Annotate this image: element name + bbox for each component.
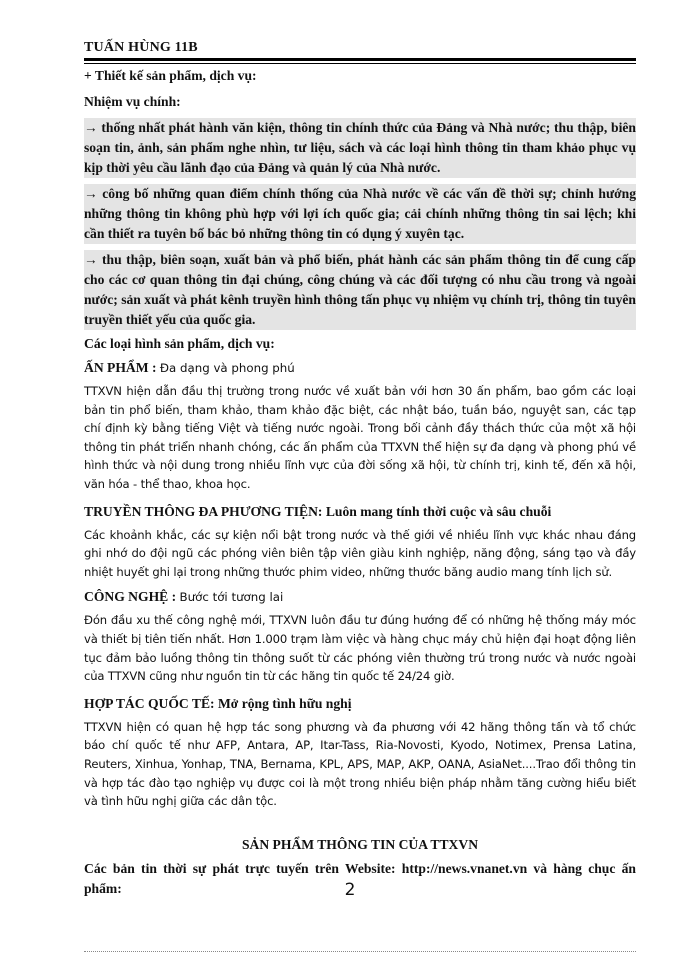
section-title: Bước tới tương lai xyxy=(179,590,284,605)
header-rule-thick xyxy=(84,58,636,61)
section-heading xyxy=(84,587,636,607)
products-title: SẢN PHẨM THÔNG TIN CỦA TTXVN xyxy=(241,836,479,852)
types-heading: Các loại hình sản phẩm, dịch vụ: xyxy=(84,336,275,351)
mission-heading: Nhiệm vụ chính: xyxy=(84,94,181,109)
products-text: Các bản tin thời sự phát trực tuyến trên Website: http://news.vnanet.vn và hàng chục ấn phẩm: xyxy=(84,860,636,896)
footer-dotted-line xyxy=(84,951,636,952)
mission-item: → công bố những quan điểm chính thống của Nhà nước về các vấn đề thời sự; chỉnh hướng những thông tin không phù hợp với lợi ích quốc gia; cải chính những thông tin sai lệch; khi cần thiết ra tuyên bố bác bỏ những thông tin có dụng ý xuyên tạc. xyxy=(84,184,636,244)
section-heading xyxy=(84,694,636,714)
section-body: Các khoảnh khắc, các sự kiện nổi bật trong nước và thế giới về nhiều lĩnh vực khác nhau đáng ghi nhớ do đội ngũ các phóng viên biên tập viên giàu kinh nghiệp, năng động, sáng tạo và đầy nhiệt huyết ghi lại trong những thước phim video, những thước băng audio mang tính lịch sử. xyxy=(84,527,636,579)
section-key: HỢP TÁC QUỐC TẾ: xyxy=(84,695,215,711)
section-title: Đa dạng và phong phú xyxy=(159,361,295,375)
section-body: TTXVN hiện dẫn đầu thị trường trong nước về xuất bản với hơn 30 ấn phẩm, bao gồm các loại bản tin phổ biến, tham khảo, tham khảo đặc biệt, các nhật báo, tuần báo, nguyệt san, các tạp chí định kỳ bằng tiếng Việt và tiếng nước ngoài. Trong bối cảnh đầy thách thức của một xã hội thông tin phát triển nhanh chóng, các ấn phẩm của TTXVN thể hiện sự đa dạng và phong phú về hình thức và nội dung trong nhiều lĩnh vực của đời sống xã hội, từ chính trị, kinh tế, đến xã hội, văn hóa - thể thao, khoa học. xyxy=(84,384,636,491)
mission-item: → thống nhất phát hành văn kiện, thông tin chính thức của Đảng và Nhà nước; thu thập, biên soạn tin, ảnh, sản phẩm nghe nhìn, tư liệu, sách và các loại hình thông tin tham khảo phục vụ kịp thời yêu cầu lãnh đạo của Đảng và quản lý của Nhà nước. xyxy=(84,118,636,178)
section-body: TTXVN hiện có quan hệ hợp tác song phương và đa phương với 42 hãng thông tấn và tổ chức báo chí quốc tế như AFP, Antara, AP, Itar-Tass, Ria-Novosti, Kyodo, Notimex, Prensa Latina, Reuters, Xinhua, Yonhap, TNA, Bernama, KPL, APS, MAP, AKP, OANA, AsiaNet....Trao đổi thông tin và hợp tác đào tạo nghiệp vụ được coi là một trong nhiều biện pháp nhằm tăng cường hiểu biết và tình hữu nghị giữa các dân tộc. xyxy=(84,719,636,809)
section-body: Đón đầu xu thế công nghệ mới, TTXVN luôn đầu tư đúng hướng để có những hệ thống máy móc và thiết bị tiên tiến nhất. Hơn 1.000 trạm làm việc và hàng chục máy chủ hiện đại hoạt động liên tục đảm bảo luồng thông tin thông suốt từ các phóng viên thường trú trong nước và nước ngoài của TTXVN cũng như nguồn tin từ các hãng tin quốc tế 24/24 giờ. xyxy=(84,613,636,684)
header-rule-thin xyxy=(84,63,636,64)
section-key: TRUYỀN THÔNG ĐA PHƯƠNG TIỆN: xyxy=(84,503,323,519)
header-title: TUẤN HÙNG 11B xyxy=(84,40,198,55)
page-number: 2 xyxy=(344,880,356,900)
mission-item: → thu thập, biên soạn, xuất bản và phổ biến, phát hành các sản phẩm thông tin để cung cấp cho các cơ quan thông tin đại chúng, công chúng và các đối tượng có nhu cầu trong và ngoài nước; sản xuất và phát kênh truyền hình thông tấn phục vụ nhiệm vụ chính trị, thông tin tuyên truyền thiết yếu của quốc gia. xyxy=(84,250,636,330)
section-heading xyxy=(84,358,636,378)
design-heading: + Thiết kế sản phẩm, dịch vụ: xyxy=(84,68,257,83)
section-key: CÔNG NGHỆ : xyxy=(84,589,177,605)
section-title: Mở rộng tình hữu nghị xyxy=(217,695,352,711)
section-title: Luôn mang tính thời cuộc và sâu chuỗi xyxy=(325,503,552,519)
section-key: ẤN PHẨM : xyxy=(84,360,157,375)
section-heading xyxy=(84,502,636,522)
content-body xyxy=(84,66,636,899)
